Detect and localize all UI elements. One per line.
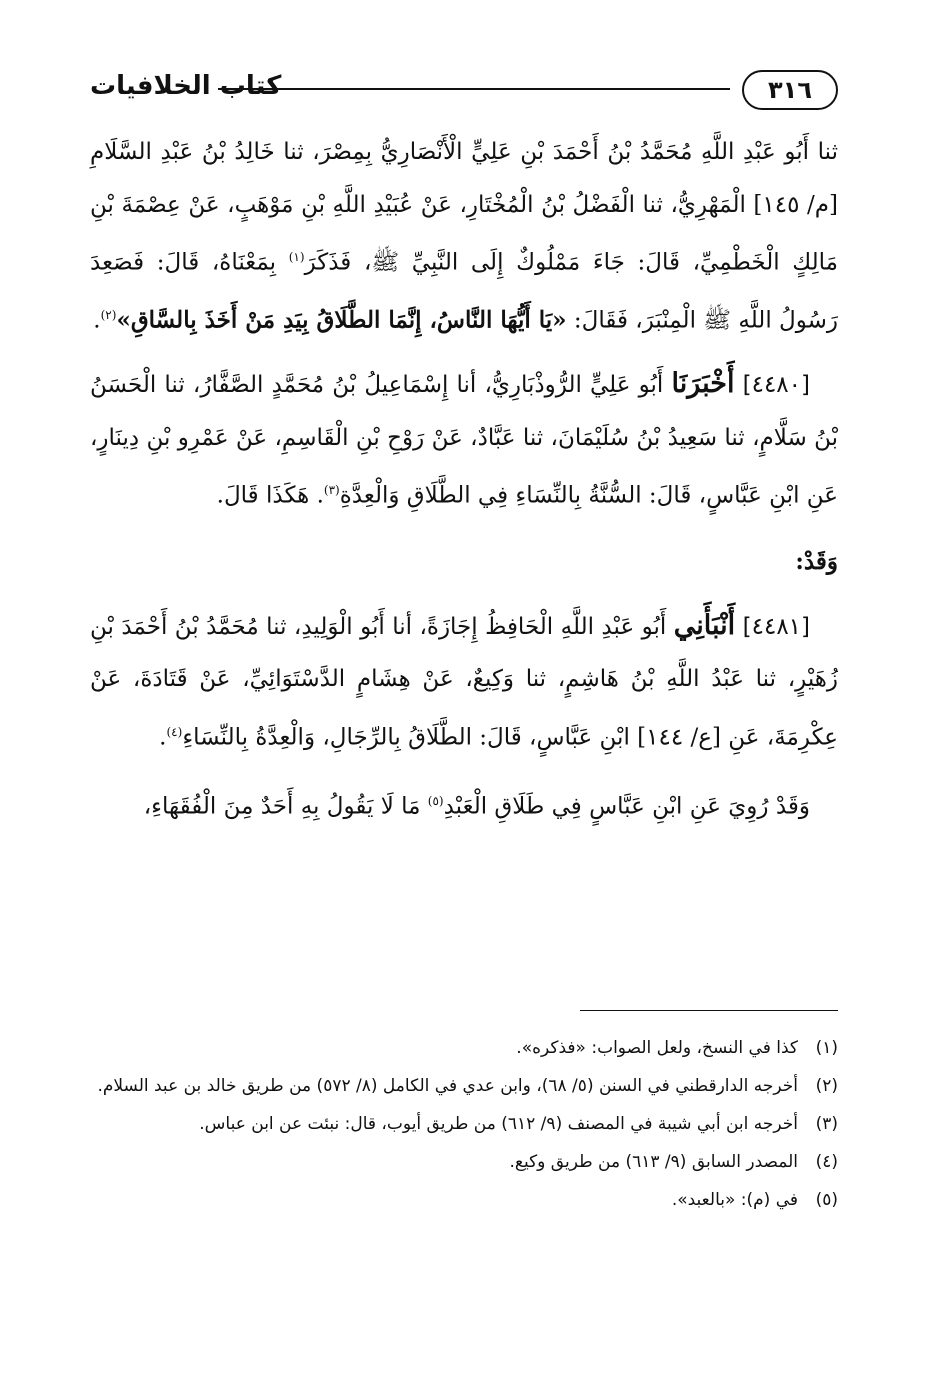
khabar-word: أَخْبَرَنَا: [671, 368, 735, 400]
footnote-number: (٢): [815, 1076, 838, 1096]
book-title: كتاب الخلافيات: [90, 71, 282, 101]
footnote-text: في (م): «بالعبد».: [671, 1190, 798, 1210]
page-number: ٣١٦: [742, 70, 838, 110]
hadith-quote: «يَا أَيُّهَا النَّاسُ، إِنَّمَا الطَّلَاقُ بِيَدِ مَنْ أَخَذَ بِالسَّاقِ»: [116, 306, 567, 334]
text-line: عَبْدِ السَّلَامِ [م/ ١٤٥] الْمَهْرِيُّ، ثنا الْفَضْلُ بْنُ الْمُخْتَارِ، عَنْ عُبَيْدِ اللَّهِ بْنِ: [90, 139, 838, 218]
text-line: مَوْهَبٍ، عَنْ عِصْمَةَ بْنِ مَالِكٍ الْخَطْمِيِّ، قَالَ: جَاءَ مَمْلُوكٌ إِلَى النَّبِيِّ ﷺ،: [90, 191, 838, 276]
paragraph-text: أَبُو عَلِيٍّ الرُّوذْبَارِيُّ، أنا إِسْمَاعِيلُ بْنُ مُحَمَّدٍ الصَّفَّارُ، ثنا الْحَسَنُ بْنُ سَلَّامٍ، ثنا سَعِيدُ بْنُ سُلَيْمَانَ، ثنا عَبَّادٌ، عَنْ رَوْحِ بْنِ الْقَاسِمِ، عَنْ عَمْرِو بْنِ دِينَارٍ، عَنِ ابْنِ عَبَّاسٍ، قَالَ: السُّنَّةُ بِالنِّسَاءِ فِي الطَّلَاقِ وَالْعِدَّةِ: [90, 372, 838, 509]
text-punct: .: [93, 307, 101, 334]
footnote-text: أخرجه الدارقطني في السنن (٥/ ٦٨)، وابن عدي في الكامل (٨/ ٥٧٢) من طريق خالد بن عبد السلام.: [97, 1076, 798, 1096]
khabar-word: أَنْبَأَنِي: [673, 609, 736, 641]
paragraph-4480: [90, 358, 838, 522]
text-line: فَذَكَرَ: [304, 249, 352, 276]
main-text: [90, 126, 838, 833]
paragraph-text: أَبُو عَبْدِ اللَّهِ الْحَافِظُ إِجَازَةً، أنا أَبُو الْوَلِيدِ، ثنا مُحَمَّدُ بْنُ أَحْمَدَ بْنِ زُهَيْرٍ، ثنا عَبْدُ اللَّهِ بْنُ هَاشِمٍ، ثنا وَكِيعٌ، عَنْ هِشَامٍ الدَّسْتَوَائِيِّ، عَنْ قَتَادَةَ، عَنْ عِكْرِمَةَ، عَنِ [ع/ ١٤٤] ابْنِ عَبَّاسٍ، قَالَ: الطَّلَاقُ بِالرِّجَالِ، وَالْعِدَّةُ بِالنِّسَاءِ: [90, 613, 838, 751]
text-line: ثنا أَبُو عَبْدِ اللَّهِ مُحَمَّدُ بْنُ أَحْمَدَ بْنِ عَلِيٍّ الْأَنْصَارِيُّ بِمِصْرَ، ثنا خَالِدُ بْنُ: [201, 139, 838, 165]
paragraph-1: [90, 126, 838, 347]
footnote-item: [90, 1144, 838, 1180]
paragraph-final: [90, 775, 838, 833]
paragraph-text: .: [159, 724, 167, 751]
footnote-text: أخرجه ابن أبي شيبة في المصنف (٩/ ٦١٢) من طريق أيوب، قال: نبئت عن ابن عباس.: [199, 1114, 798, 1134]
hadith-number: [٤٤٨١]: [742, 613, 811, 640]
footnote-text: كذا في النسخ، ولعل الصواب: «فذكره».: [516, 1038, 798, 1058]
hadith-number: [٤٤٨٠]: [742, 372, 810, 399]
footnote-text: المصدر السابق (٩/ ٦١٣) من طريق وكيع.: [509, 1152, 798, 1172]
footnote-item: [90, 1182, 838, 1218]
footnote-item: [90, 1106, 838, 1142]
footnote-number: (٤): [815, 1152, 838, 1172]
footnote-separator: [580, 1010, 838, 1011]
footnote-number: (١): [815, 1038, 838, 1058]
header-rule: [218, 88, 730, 90]
paragraph-4481: [90, 600, 838, 764]
footnote-ref[interactable]: (٢): [100, 308, 117, 323]
paragraph-text: وَقَدْ:: [795, 548, 838, 576]
page-header: [90, 66, 838, 112]
footnote-item: [90, 1030, 838, 1066]
paragraph-text: مَا لَا يَقُولُ بِهِ أَحَدٌ مِنَ الْفُقَهَاءِ،: [143, 793, 428, 820]
paragraph-text: . هَكَذَا قَالَ.: [216, 482, 324, 509]
text-line: بِمَعْنَاهُ، قَالَ: فَصَعِدَ رَسُولُ اللَّهِ ﷺ الْمِنْبَرَ، فَقَالَ:: [90, 249, 838, 334]
footnote-number: (٣): [815, 1114, 838, 1134]
paragraph-text: وَقَدْ رُوِيَ عَنِ ابْنِ عَبَّاسٍ فِي طَلَاقِ الْعَبْدِ: [443, 793, 810, 820]
footnote-ref[interactable]: (٣): [323, 483, 340, 498]
footnote-ref[interactable]: (٥): [427, 794, 444, 809]
footnote-item: [90, 1068, 838, 1104]
footnote-number: (٥): [815, 1190, 838, 1210]
footnote-ref[interactable]: (٤): [166, 724, 183, 739]
paragraph-wa-qad: [90, 536, 838, 589]
footnotes: [90, 1030, 838, 1220]
footnote-ref[interactable]: (١): [288, 250, 305, 264]
